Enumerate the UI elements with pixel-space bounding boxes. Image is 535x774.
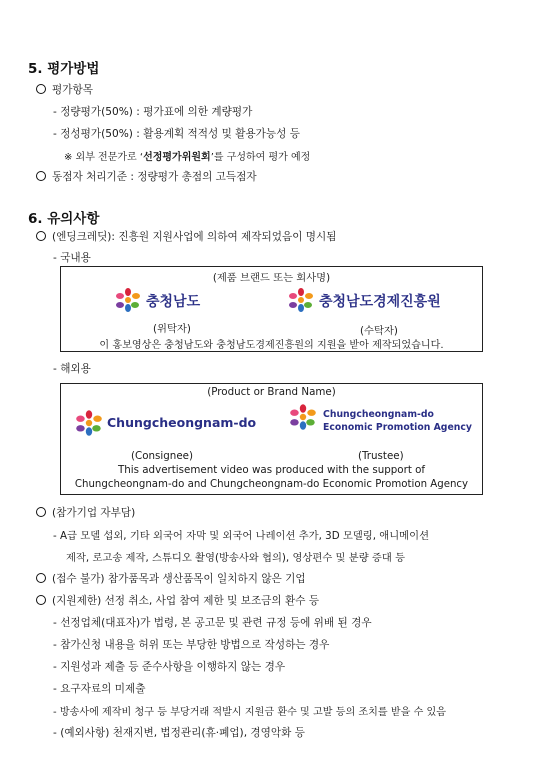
hollow-circle-bullet-icon [36,171,46,181]
list-item: (엔딩크레딧): 진흥원 지원사업에 의하여 제작되었음이 명시됨 [36,229,337,244]
brand-placeholder: (Product or Brand Name) [207,386,336,398]
flower-pinwheel-logo-icon [287,402,319,432]
trustee-label: (Trustee) [358,450,404,462]
list-item: (지원제한) 선정 취소, 사업 참여 제한 및 보조금의 환수 등 [36,593,319,608]
restriction-item: - 지원성과 제출 등 준수사항을 이행하지 않는 경우 [53,661,286,673]
restriction-item: - 요구자료의 미제출 [53,683,146,695]
hollow-circle-bullet-icon [36,507,46,517]
list-item: 동점자 처리기준 : 정량평가 총점의 고득점자 [36,169,257,184]
hollow-circle-bullet-icon [36,231,46,241]
chungnam-logo-text: 충청남도 [146,294,201,310]
flower-pinwheel-logo-icon [286,288,316,312]
overseas-credit-box [60,383,483,495]
list-item: 평가항목 [36,82,93,97]
evaluation-note: ※ 외부 전문가로 ‘선정평가위원회’를 구성하여 평가 예정 [64,152,311,163]
domestic-label: - 국내용 [53,252,91,264]
hollow-circle-bullet-icon [36,595,46,605]
restriction-item: - (예외사항) 천재지변, 법정관리(휴·폐업), 경영악화 등 [53,727,305,739]
restriction-item: - 방송사에 제작비 청구 등 부당거래 적발시 지원금 환수 및 고발 등의 조치를 받을 수 있음 [53,707,447,718]
domestic-credit-box [60,266,483,352]
flower-pinwheel-logo-icon [73,410,105,436]
section-6-title: 6. 유의사항 [28,211,100,227]
participant-burden-line-2: 제작, 로고송 제작, 스튜디오 촬영(방송사와 협의), 영상편수 및 분량 증대 등 [66,552,406,564]
consignor-label: (위탁자) [153,323,191,335]
sub-item-quantitative: - 정량평가(50%) : 평가표에 의한 계량평가 [53,106,253,118]
overseas-statement-line-1: This advertisement video was produced with the support of [117,464,426,476]
sub-item-qualitative: - 정성평가(50%) : 활용계획 적적성 및 활용가능성 등 [53,128,300,140]
agency-logo-text: 충청남도경제진흥원 [319,294,441,310]
chungnam-en-logo-text: Chungcheongnam-do [107,415,257,430]
flower-pinwheel-logo-icon [113,288,143,312]
domestic-statement: 이 홍보영상은 충청남도와 충청남도경제진흥원의 지원을 받아 제작되었습니다. [99,340,444,351]
trustee-label: (수탁자) [360,325,398,337]
list-item: (참가기업 자부담) [36,505,135,520]
list-item: (접수 불가) 참가품목과 생산품목이 일치하지 않은 기업 [36,571,306,586]
restriction-item: - 선정업체(대표자)가 법령, 본 공고문 및 관련 규정 등에 위배 된 경우 [53,617,372,629]
brand-placeholder: (제품 브랜드 또는 회사명) [212,272,331,284]
section-5-title: 5. 평가방법 [28,61,100,77]
consignee-label: (Consignee) [131,450,194,462]
agency-en-logo-line-2: Economic Promotion Agency [323,422,472,433]
hollow-circle-bullet-icon [36,84,46,94]
hollow-circle-bullet-icon [36,573,46,583]
restriction-item: - 참가신청 내용을 허위 또는 부당한 방법으로 작성하는 경우 [53,639,330,651]
agency-en-logo-line-1: Chungcheongnam-do [323,409,434,420]
overseas-label: - 해외용 [53,363,91,375]
overseas-statement-line-2: Chungcheongnam-do and Chungcheongnam-do Economic Promotion Agency [74,479,469,490]
participant-burden-line-1: - A급 모델 섭외, 기타 외국어 자막 및 외국어 나레이션 추가, 3D 모델링, 애니메이션 [53,530,430,542]
